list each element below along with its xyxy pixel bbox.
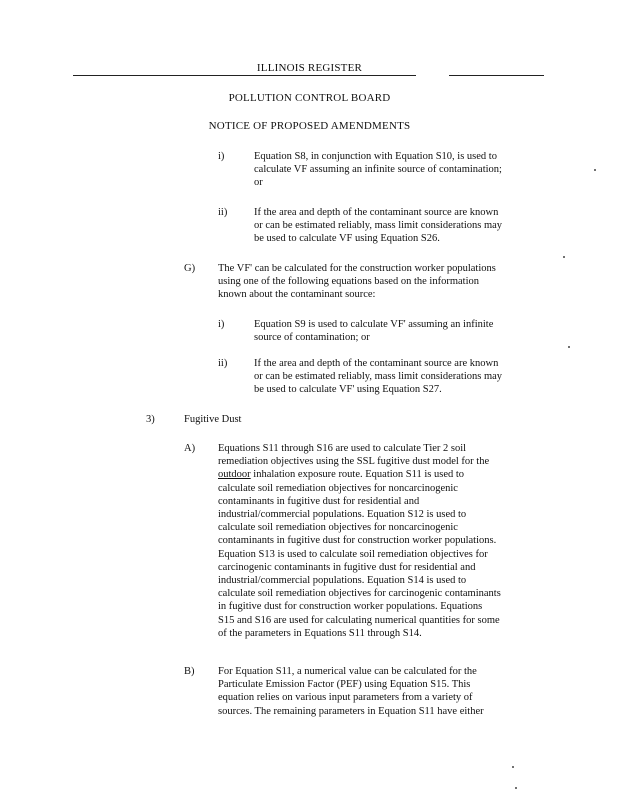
- text-line: or can be estimated reliably, mass limit considerations may: [254, 371, 503, 383]
- text-line: source of contamination; or: [254, 332, 370, 344]
- text-line: using one of the following equations based on the information: [218, 276, 479, 288]
- text-line: Equations S11 through S16 are used to calculate Tier 2 soil: [218, 443, 467, 454]
- notice-title: NOTICE OF PROPOSED AMENDMENTS: [208, 120, 411, 132]
- text-line: industrial/commercial populations. Equation S14 is used to: [218, 575, 467, 587]
- subitem-label: i): [218, 151, 225, 162]
- scan-speck: [568, 346, 570, 348]
- subitem-text: [254, 318, 493, 344]
- text-line: For Equation S11, a numerical value can be calculated for the: [218, 666, 477, 677]
- text-line: calculate soil remediation objectives for carcinogenic contaminants: [218, 588, 501, 600]
- scan-speck: [515, 787, 517, 789]
- text-line: in fugitive dust for construction worker populations. Equations: [218, 601, 483, 613]
- text-line: If the area and depth of the contaminant source are known: [254, 358, 499, 369]
- text-line: or: [254, 177, 263, 189]
- scan-speck: [594, 169, 596, 171]
- section-title: Fugitive Dust: [184, 414, 242, 425]
- item-text: [218, 262, 496, 302]
- text-line: Equation S8, in conjunction with Equation S10, is used to: [254, 151, 497, 162]
- text-line: of the parameters in Equations S11 through S14.: [218, 627, 422, 639]
- text-line: calculate soil remediation objectives for noncarcinogenic: [218, 482, 458, 494]
- text-line: Particulate Emission Factor (PEF) using Equation S15. This: [218, 679, 471, 691]
- item-text: [218, 665, 484, 718]
- text-line: be used to calculate VF using Equation S26.: [254, 233, 440, 245]
- text-line: Equation S9 is used to calculate VF' assuming an infinite: [254, 319, 494, 330]
- subitem-text: [254, 206, 502, 246]
- text-line: carcinogenic contaminants in fugitive dust for residential and: [218, 561, 476, 573]
- item-label: A): [184, 443, 196, 454]
- subitem-text: [254, 357, 502, 397]
- text-line: remediation objectives using the SSL fugitive dust model for the: [218, 456, 490, 468]
- text-line: or can be estimated reliably, mass limit considerations may: [254, 220, 503, 232]
- register-title: ILLINOIS REGISTER: [256, 62, 363, 74]
- text-line: contaminants in fugitive dust for residential and: [218, 495, 420, 507]
- text-line: contaminants in fugitive dust for construction worker populations.: [218, 535, 497, 547]
- subitem-text: [254, 150, 502, 190]
- text-line: known about the contaminant source:: [218, 289, 376, 301]
- text-line: calculate VF assuming an infinite source of contamination;: [254, 164, 502, 176]
- text-line: be used to calculate VF' using Equation S27.: [254, 384, 442, 396]
- text-line: The VF' can be calculated for the construction worker populations: [218, 263, 496, 274]
- text-line: S15 and S16 are used for calculating numerical quantities for some: [218, 614, 500, 626]
- underlined-word: outdoor: [218, 469, 251, 481]
- board-title: POLLUTION CONTROL BOARD: [228, 92, 391, 104]
- item-label: B): [184, 666, 195, 677]
- text-line: Equation S13 is used to calculate soil remediation objectives for: [218, 548, 488, 560]
- item-label: G): [184, 263, 196, 274]
- subitem-label: ii): [218, 207, 228, 218]
- scan-speck: [512, 766, 514, 768]
- text-line: industrial/commercial populations. Equation S12 is used to: [218, 509, 467, 521]
- item-text: [218, 442, 501, 640]
- subitem-label: i): [218, 319, 225, 330]
- scan-speck: [563, 256, 565, 258]
- section-label: 3): [146, 414, 155, 425]
- text-line: [218, 468, 501, 481]
- text-line: sources. The remaining parameters in Equation S11 have either: [218, 705, 484, 717]
- text-fragment: inhalation exposure route. Equation S11 is used to: [250, 469, 465, 481]
- text-line: equation relies on various input parameters from a variety of: [218, 692, 473, 704]
- text-line: calculate soil remediation objectives for noncarcinogenic: [218, 522, 458, 534]
- text-line: If the area and depth of the contaminant source are known: [254, 207, 499, 218]
- subitem-label: ii): [218, 358, 228, 369]
